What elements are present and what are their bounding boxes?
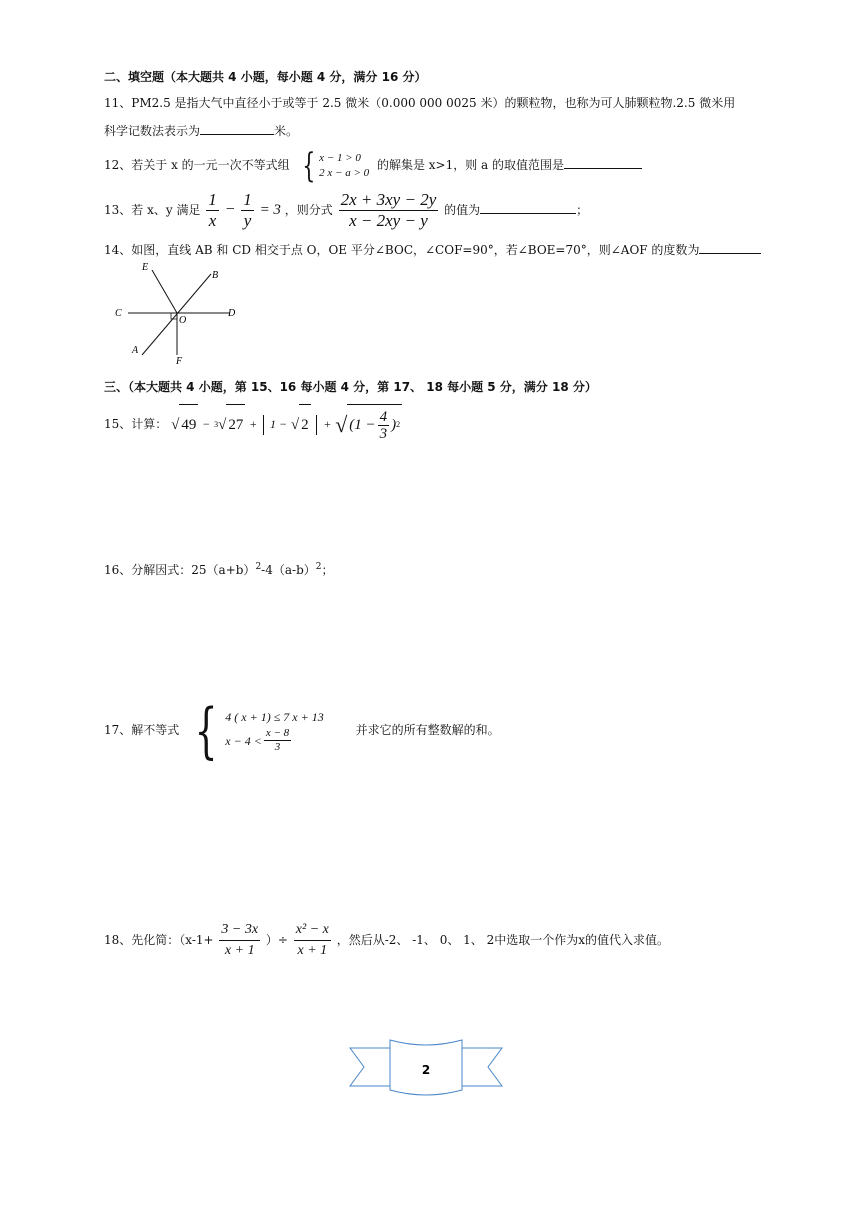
q17-suffix: 并求它的所有整数解的和。 [355,723,500,737]
q16-mid: -4（a-b） [261,563,316,577]
q16-end: ； [321,563,334,577]
q17-frac-num: x − 8 [265,727,290,739]
q15-fraction [378,409,390,442]
q18-fraction-2 [294,920,331,961]
page-number-ribbon [348,1036,504,1102]
q16-text: 16、分解因式：25（a+b） [104,563,256,577]
q11-text-a: 科学记数法表示为 [104,124,201,138]
q17-row-2-left: x − 4 < [225,733,262,748]
q13-f2-den: y [243,211,252,230]
q13-f1-den: x [208,211,217,230]
q17-rows [225,707,323,754]
q15-radicand-square [347,404,402,445]
q13-minus: − [224,201,236,218]
q15-plus-1: + [249,417,258,431]
q17-brace: { [194,695,218,766]
q13-prefix: 13、若 x、y 满足 [104,203,201,217]
q17-row-2 [225,727,323,754]
ribbon-left-tail [350,1048,390,1086]
q15-prefix: 15、计算： [104,417,168,431]
q13-fraction-1 [206,190,219,231]
q17-inequality-system [187,695,324,766]
q12-prefix: 12、若关于 x 的一元一次不等式组 [104,158,290,172]
q17-row-1: 4 ( x + 1) ≤ 7 x + 13 [225,710,324,724]
label-e: E [142,262,149,273]
label-d: D [228,308,236,319]
q15-paren-open: (1 − [349,417,376,433]
q17-fraction [264,727,291,754]
q13-mid: ，则分式 [284,203,333,217]
q15-power: 2 [396,420,401,429]
label-a: A [132,345,139,356]
q12-inequality-system [298,145,370,186]
q15-frac-num: 4 [379,408,388,425]
q13-equals: = 3 [259,202,281,218]
q15-root-index: 3 [214,420,219,429]
q15-sqrt-2: √ 2 [291,404,311,445]
q12-row-2: 2 x − a > 0 [319,166,370,179]
label-b: B [212,270,219,281]
q18-mid: ）÷ [265,933,288,947]
label-f: F [176,356,183,367]
q18-f2-den: x + 1 [297,943,328,958]
q16-power-1: 2 [255,562,262,572]
q18-f1-den: x + 1 [224,943,255,958]
q17-frac-den: 3 [274,741,281,753]
q13-f3-num: 2x + 3xy − 2y [340,190,437,209]
question-18 [104,918,669,962]
q15-abs-right [316,415,317,435]
question-15 [104,404,402,445]
q14-text: 14、如图，直线 AB 和 CD 相交于点 O，OE 平分∠BOC，∠COF=90°，若∠BOE=70°，则∠AOF 的度数为 [104,243,700,257]
q12-rows [319,151,369,181]
q13-f3-den: x − 2xy − y [349,211,428,230]
q18-f1-num: 3 − 3x [219,920,260,941]
q11-answer-blank [200,121,274,135]
q15-sqrt-49: √ 49 [171,404,198,445]
question-11-line-1: 11、PM2.5 是指大气中直径小于或等于 2.5 微米（0.000 000 0025 米）的颗粒物，也称为可人肺颗粒物.2.5 微米用 [104,96,736,110]
q13-fraction-2 [241,190,254,231]
question-11-line-2 [104,121,298,140]
q18-suffix: ，然后从-2、 -1、 0、 1、 2中选取一个作为x的值代入求值。 [336,933,670,947]
q16-power-2: 2 [315,562,322,572]
q18-f2-num: x² − x [294,920,331,941]
q15-cbrt-27: 3 √ 27 [214,404,245,445]
q17-prefix: 17、解不等式 [104,723,180,737]
q18-fraction-1 [219,920,260,961]
q13-f2-num: 1 [243,190,252,209]
section-2-heading: 二、填空题（本大题共 4 小题，每小题 4 分，满分 16 分） [104,70,427,84]
question-16 [104,558,334,579]
q12-answer-blank [564,155,642,169]
q12-row-1: x − 1 > 0 [319,151,361,164]
question-13 [104,190,588,231]
section-3-heading: 三、（本大题共 4 小题，第 15、16 每小题 4 分，第 17、 18 每小题 5 分，满分 18 分） [104,380,597,394]
q18-prefix: 18、先化简：（x-1+ [104,933,214,947]
q12-suffix: 的解集是 x>1，则 a 的取值范围是 [376,158,565,172]
q13-fraction-3 [339,190,439,231]
q15-sqrt-square: √ (1 − $\frac{4}{3}$ ) 2 [335,404,402,445]
q11-text-b: 米。 [274,124,299,138]
q13-suffix: 的值为 [444,203,481,217]
q12-brace: { [301,145,315,186]
q13-end: ； [576,203,589,217]
q15-paren-close: ) [391,417,397,433]
q15-plus-2: + [323,417,332,431]
page-number: 2 [421,1063,431,1077]
label-o: O [179,315,187,326]
question-17 [104,695,500,766]
q15-minus: − [202,417,211,431]
question-14 [104,240,761,259]
ribbon-right-tail [462,1048,502,1086]
q15-abs-content: 1 − [269,417,288,431]
q15-radicand-2: 2 [299,404,311,445]
q14-answer-blank [699,240,761,254]
q15-abs-left [263,415,264,435]
ray-oe [152,270,177,313]
q13-f1-num: 1 [208,190,217,209]
question-12 [104,145,642,186]
label-c: C [115,308,122,319]
q15-radicand-49: 49 [179,404,198,445]
q15-frac-den: 3 [379,425,388,442]
q15-radicand-27: 27 [226,404,245,445]
q13-answer-blank [480,200,576,214]
q14-angle-figure [108,258,248,368]
